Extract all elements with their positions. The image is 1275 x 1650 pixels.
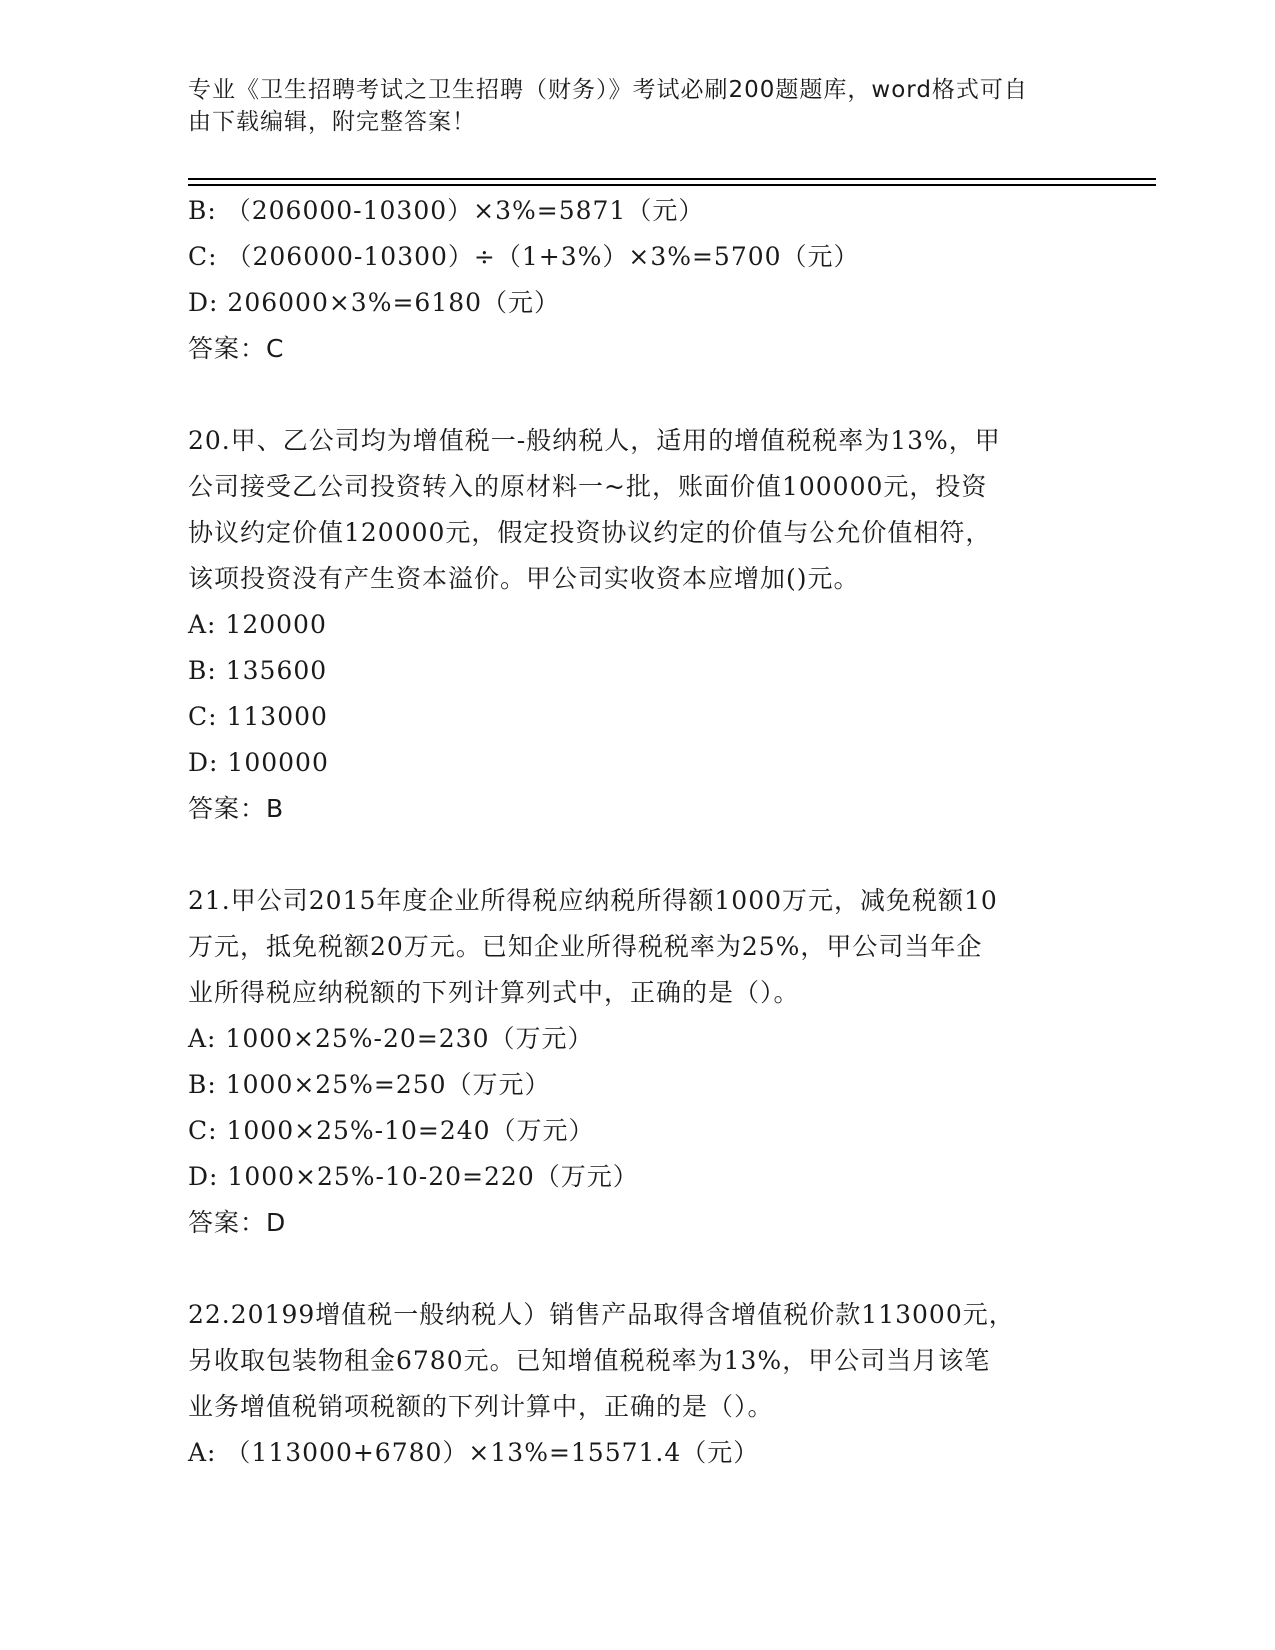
answer-label: 答案：C	[188, 334, 285, 363]
answer-label: 答案：D	[188, 1208, 287, 1237]
question-21	[188, 878, 1088, 1246]
header-rule-bottom	[188, 184, 1156, 186]
option-b: B: 135600	[188, 656, 328, 685]
option-c: C: （206000-10300）÷（1+3%）×3%=5700（元）	[188, 242, 860, 271]
question-stem-line: 业务增值税销项税额的下列计算中，正确的是（）。	[188, 1392, 774, 1421]
question-19-continued	[188, 188, 1088, 372]
spacer	[188, 832, 1088, 878]
document-body	[188, 188, 1088, 1476]
option-d: D: 100000	[188, 748, 329, 777]
question-stem-line: 另收取包装物租金6780元。已知增值税税率为13%，甲公司当月该笔	[188, 1346, 991, 1375]
question-stem-line: 协议约定价值120000元，假定投资协议约定的价值与公允价值相符，	[188, 518, 992, 547]
question-stem-line: 公司接受乙公司投资转入的原材料一~批，账面价值100000元，投资	[188, 472, 988, 501]
option-c: C: 113000	[188, 702, 328, 731]
question-stem-line: 该项投资没有产生资本溢价。甲公司实收资本应增加()元。	[188, 564, 860, 593]
option-a: A: 120000	[188, 610, 327, 639]
question-stem-line: 20.甲、乙公司均为增值税一-般纳税人，适用的增值税税率为13%，甲	[188, 426, 1001, 455]
document-header	[188, 74, 1078, 138]
header-rule-top	[188, 178, 1156, 180]
option-a: A: （113000+6780）×13%=15571.4（元）	[188, 1438, 760, 1467]
question-stem-line: 万元，抵免税额20万元。已知企业所得税税率为25%，甲公司当年企	[188, 932, 983, 961]
spacer	[188, 372, 1088, 418]
question-20	[188, 418, 1088, 832]
question-stem-line: 22.20199增值税一般纳税人）销售产品取得含增值税价款113000元，	[188, 1300, 1015, 1329]
answer-label: 答案：B	[188, 794, 285, 823]
option-b: B: 1000×25%=250（万元）	[188, 1070, 551, 1099]
option-d: D: 206000×3%=6180（元）	[188, 288, 561, 317]
question-22	[188, 1292, 1088, 1476]
option-a: A: 1000×25%-20=230（万元）	[188, 1024, 594, 1053]
option-c: C: 1000×25%-10=240（万元）	[188, 1116, 595, 1145]
question-stem-line: 21.甲公司2015年度企业所得税应纳税所得额1000万元，减免税额10	[188, 886, 998, 915]
header-line-2: 由下载编辑，附完整答案！	[188, 109, 476, 135]
option-b: B: （206000-10300）×3%=5871（元）	[188, 196, 705, 225]
question-stem-line: 业所得税应纳税额的下列计算列式中，正确的是（）。	[188, 978, 800, 1007]
header-line-1: 专业《卫生招聘考试之卫生招聘（财务）》考试必刷200题题库，word格式可自	[188, 77, 1028, 103]
spacer	[188, 1246, 1088, 1292]
option-d: D: 1000×25%-10-20=220（万元）	[188, 1162, 639, 1191]
